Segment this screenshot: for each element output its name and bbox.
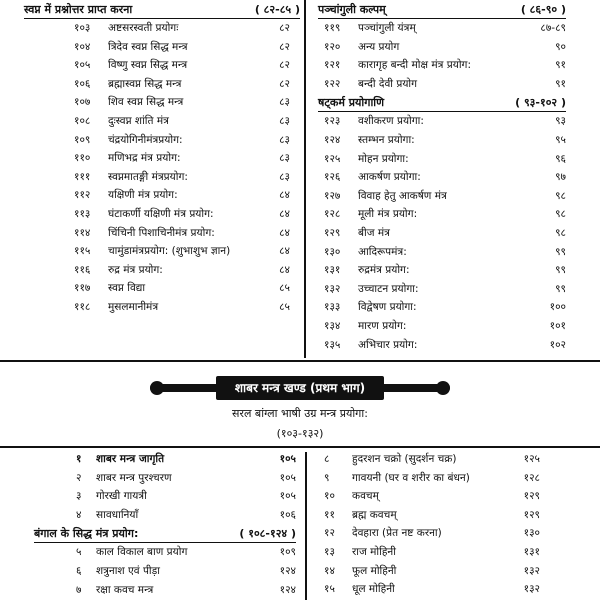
entry-number: १०४ (74, 40, 91, 53)
entry-page: १०० (549, 301, 566, 314)
entry-title: बीज मंत्र (358, 226, 390, 239)
entry-list (24, 19, 300, 317)
toc-entry (24, 56, 300, 75)
toc-entry (318, 168, 566, 187)
entry-title: अन्य प्रयोग (358, 40, 400, 53)
entry-page: १०९ (279, 546, 296, 559)
entry-page: १०६ (279, 508, 296, 521)
entry-page: ८४ (279, 189, 290, 202)
entry-title: चामुंडामंत्रप्रयोग: (शुभाशुभ ज्ञान) (108, 245, 231, 258)
chapter-banner (150, 374, 450, 404)
entry-title: कारागृह बन्दी मोक्ष मंत्र प्रयोग: (358, 59, 472, 72)
entry-number: १२१ (324, 59, 341, 72)
banner-end-cap (150, 381, 164, 395)
left-column (34, 450, 296, 599)
entry-page: ९८ (555, 226, 566, 239)
toc-entry (24, 168, 300, 187)
entry-number: १३० (324, 245, 341, 258)
section-range: ( ८६-९० ) (520, 3, 566, 16)
entry-page: ८३ (279, 133, 290, 146)
entry-title: गावयनी (घर व शरीर का बंधन) (352, 471, 470, 484)
entry-page: १२९ (523, 508, 540, 521)
toc-entry (318, 205, 566, 224)
entry-title: दुःस्वप्न शांति मंत्र (108, 114, 169, 127)
toc-entry (24, 205, 300, 224)
entry-page: ८४ (279, 226, 290, 239)
entry-number: १०६ (74, 77, 91, 90)
entry-number: १४ (324, 564, 335, 577)
entry-page: ९९ (555, 264, 566, 277)
entry-title: गोरखी गायत्री (96, 490, 147, 503)
section-range: ( १०८-१२४ ) (239, 527, 296, 541)
entry-number: १ (76, 453, 82, 465)
entry-title: यक्षिणी मंत्र प्रयोग: (108, 189, 178, 202)
entry-number: १०८ (74, 114, 91, 127)
toc-entry (320, 469, 540, 488)
toc-entry (24, 224, 300, 243)
entry-page: ८४ (279, 263, 290, 276)
toc-entry (320, 487, 540, 506)
toc-entry (318, 224, 566, 243)
toc-entry (24, 131, 300, 150)
entry-title: हुदरशन चक्रो (सुदर्शन चक्र) (352, 453, 457, 465)
entry-title: शाबर मन्त्र पुरश्चरण (96, 471, 172, 484)
toc-entry (24, 38, 300, 57)
column-divider (305, 452, 307, 600)
entry-number: २ (76, 471, 82, 484)
entry-page: ९५ (555, 133, 566, 146)
entry-number: १३३ (324, 301, 341, 314)
entry-page: ८२ (279, 22, 290, 34)
entry-title: अभिचार प्रयोग: (358, 338, 418, 351)
toc-entry (56, 450, 296, 469)
toc-entry (318, 131, 566, 150)
entry-title: मोहन प्रयोगा: (358, 152, 409, 165)
bottom-section (0, 450, 600, 600)
toc-entry (318, 280, 566, 299)
entry-page: ८४ (279, 245, 290, 258)
toc-entry (24, 186, 300, 205)
section-title: बंगाल के सिद्ध मंत्र प्रयोग: (34, 527, 139, 541)
entry-page: १३१ (523, 545, 540, 558)
entry-page: ८५ (279, 300, 290, 313)
entry-number: ७ (76, 583, 82, 596)
toc-entry (56, 506, 296, 525)
entry-page: १३२ (523, 564, 540, 577)
entry-page: ९८ (555, 208, 566, 221)
entry-number: १२ (324, 527, 335, 540)
toc-entry (24, 149, 300, 168)
entry-title: आकर्षण प्रयोगा: (358, 171, 421, 184)
entry-number: १५ (324, 583, 335, 596)
entry-page: १३२ (523, 583, 540, 596)
entry-number: ११५ (74, 245, 91, 258)
entry-page: ८५ (279, 282, 290, 295)
toc-entry (24, 261, 300, 280)
entry-title: धूल मोहिनी (352, 583, 395, 596)
toc-entry (24, 242, 300, 261)
entry-title: वशीकरण प्रयोगा: (358, 115, 424, 128)
entry-number: १३५ (324, 338, 341, 351)
entry-page: ८२ (279, 40, 290, 53)
toc-entry (320, 450, 540, 469)
entry-page: १०१ (549, 319, 566, 332)
toc-entry (56, 543, 296, 562)
entry-list (320, 450, 540, 599)
chapter-subtitle: सरल बांग्ला भाषी उग्र मन्त्र प्रयोगा: (232, 407, 368, 420)
entry-number: ११४ (74, 226, 91, 239)
entry-number: १२४ (324, 133, 341, 146)
entry-title: देवहारा (प्रेत नष्ट करना) (352, 527, 442, 540)
entry-title: विद्वेषण प्रयोगा: (358, 301, 417, 314)
entry-number: १३२ (324, 282, 341, 295)
toc-entry (320, 524, 540, 543)
entry-page: ९८ (555, 189, 566, 202)
entry-list (56, 543, 296, 599)
toc-entry (318, 187, 566, 206)
entry-title: रुद्रमंत्र प्रयोग: (358, 264, 410, 277)
toc-entry (24, 298, 300, 317)
toc-entry (318, 56, 566, 75)
entry-title: अष्टसरस्वती प्रयोगः (108, 22, 179, 34)
section-range: ( ८२-८५ ) (254, 3, 300, 16)
section-heading (24, 0, 300, 19)
entry-page: ८३ (279, 170, 290, 183)
entry-number: ११ (324, 508, 335, 521)
entry-number: ११० (74, 152, 91, 165)
toc-entry (320, 580, 540, 599)
entry-title: फूल मोहिनी (352, 564, 397, 577)
toc-entry (24, 279, 300, 298)
entry-page: ८३ (279, 96, 290, 109)
entry-page: ९० (555, 40, 566, 53)
entry-title: मारण प्रयोग: (358, 319, 407, 332)
right-column (320, 450, 540, 599)
entry-title: स्वप्नमातङ्गी मंत्रप्रयोग: (108, 170, 188, 183)
entry-title: रुद्र मंत्र प्रयोग: (108, 263, 163, 276)
entry-number: १२७ (324, 189, 341, 202)
entry-title: चंद्रयोगिनीमंत्रप्रयोग: (108, 133, 183, 146)
entry-title: बन्दी देवी प्रयोग (358, 77, 418, 90)
entry-number: ११७ (74, 282, 91, 295)
toc-entry (56, 581, 296, 600)
section-separator (0, 360, 600, 362)
entry-page: ८३ (279, 114, 290, 127)
toc-entry (320, 506, 540, 525)
entry-number: १०७ (74, 96, 91, 109)
toc-entry (318, 112, 566, 131)
section-heading (34, 524, 296, 543)
toc-entry (56, 487, 296, 506)
entry-page: ९९ (555, 282, 566, 295)
entry-page: ९७ (555, 171, 566, 184)
entry-list (318, 112, 566, 354)
entry-page: ८३ (279, 152, 290, 165)
entry-number: १२० (324, 40, 341, 53)
entry-page: ९१ (555, 77, 566, 90)
entry-list (318, 19, 566, 93)
entry-title: त्रिदेव स्वप्न सिद्ध मन्त्र (108, 40, 188, 53)
entry-page: ९३ (555, 115, 566, 128)
entry-page: ९६ (555, 152, 566, 165)
toc-entry (24, 19, 300, 38)
toc-entry (318, 75, 566, 94)
entry-title: ब्रह्मास्वप्न सिद्ध मन्त्र (108, 77, 182, 90)
entry-title: कवचम् (352, 490, 379, 503)
entry-page: १३० (523, 527, 540, 540)
entry-page: १०५ (279, 471, 296, 484)
entry-number: १२३ (324, 115, 341, 128)
entry-number: ११३ (74, 207, 91, 220)
entry-page: ८२ (279, 59, 290, 72)
entry-number: ११६ (74, 263, 91, 276)
entry-number: ११२ (74, 189, 91, 202)
toc-entry (24, 75, 300, 94)
entry-title: पञ्चांगुली यंत्रम् (358, 22, 416, 34)
entry-page: १०५ (279, 490, 296, 503)
toc-entry (318, 336, 566, 355)
toc-entry (318, 38, 566, 57)
entry-title: घंटाकर्णी यक्षिणी मंत्र प्रयोग: (108, 207, 214, 220)
entry-number: १२२ (324, 77, 341, 90)
chapter-page-range: (१०३-१३२) (276, 427, 324, 440)
entry-number: १२८ (324, 208, 341, 221)
entry-number: १११ (74, 170, 91, 183)
entry-number: ३ (76, 490, 82, 503)
entry-title: स्तम्भन प्रयोगा: (358, 133, 415, 146)
entry-title: सावधानियाँ (96, 508, 139, 521)
entry-number: १२५ (324, 152, 341, 165)
entry-title: मणिभद्र मंत्र प्रयोग: (108, 152, 181, 165)
entry-number: १०५ (74, 59, 91, 72)
entry-title: मुसलमानीमंत्र (108, 300, 159, 313)
entry-title: उच्चाटन प्रयोगा: (358, 282, 419, 295)
toc-entry (318, 150, 566, 169)
banner-end-cap (436, 381, 450, 395)
entry-number: ५ (76, 546, 82, 559)
toc-entry (318, 317, 566, 336)
section-title: पञ्चांगुली कल्पम् (318, 3, 386, 16)
entry-number: १३ (324, 545, 335, 558)
entry-page: १२८ (523, 471, 540, 484)
entry-title: मूली मंत्र प्रयोग: (358, 208, 418, 221)
entry-number: १०९ (74, 133, 91, 146)
entry-number: ६ (76, 564, 82, 577)
entry-title: स्वप्न विद्या (108, 282, 146, 295)
entry-title: शिव स्वप्न सिद्ध मन्त्र (108, 96, 184, 109)
entry-number: ११८ (74, 300, 91, 313)
section-title: स्वप्न में प्रश्नोत्तर प्राप्त करना (24, 3, 133, 16)
entry-title: शत्रुनाश एवं पीड़ा (96, 564, 160, 577)
column-divider (304, 0, 306, 358)
toc-entry (320, 562, 540, 581)
entry-page: १०५ (279, 453, 296, 465)
entry-page: १२४ (279, 564, 296, 577)
toc-entry (318, 298, 566, 317)
toc-entry (318, 243, 566, 262)
entry-title: आदिरूपमंत्र: (358, 245, 407, 258)
toc-entry (56, 562, 296, 581)
toc-entry (320, 543, 540, 562)
entry-title: काल विकाल बाण प्रयोग (96, 546, 188, 559)
section-range: ( ९३-१०२ ) (515, 96, 566, 110)
entry-page: ८७-८९ (540, 22, 566, 34)
toc-entry (24, 93, 300, 112)
entry-number: ४ (76, 508, 82, 521)
entry-number: १० (324, 490, 335, 503)
entry-number: १०३ (74, 22, 91, 34)
entry-list (56, 450, 296, 524)
toc-entry (318, 19, 566, 38)
section-separator (0, 446, 600, 448)
section-heading (318, 0, 566, 19)
entry-number: ९ (324, 471, 330, 484)
entry-number: ११९ (324, 22, 341, 34)
banner-title: शाबर मन्त्र खण्ड (प्रथम भाग) (216, 376, 384, 400)
entry-title: विष्णु स्वप्न सिद्ध मन्त्र (108, 59, 188, 72)
entry-page: १२५ (523, 453, 540, 465)
entry-page: ८२ (279, 77, 290, 90)
toc-entry (24, 112, 300, 131)
left-column (24, 0, 300, 317)
entry-number: १२९ (324, 226, 341, 239)
entry-title: रक्षा कवच मन्त्र (96, 583, 154, 596)
right-column (318, 0, 566, 354)
toc-entry (56, 469, 296, 488)
entry-page: ८४ (279, 207, 290, 220)
entry-page: १०२ (549, 338, 566, 351)
entry-number: ८ (324, 453, 330, 465)
section-heading (318, 93, 566, 112)
entry-page: १२९ (523, 490, 540, 503)
toc-entry (318, 261, 566, 280)
entry-title: शाबर मन्त्र जागृति (96, 453, 165, 465)
entry-title: ब्रह्म कवचम् (352, 508, 397, 521)
entry-title: राज मोहिनी (352, 545, 396, 558)
entry-page: ९१ (555, 59, 566, 72)
entry-number: १३१ (324, 264, 341, 277)
entry-title: चिंचिनी पिशाचिनीमंत्र प्रयोग: (108, 226, 215, 239)
entry-title: विवाह हेतु आकर्षण मंत्र (358, 189, 447, 202)
section-title: षट्कर्म प्रयोगाणि (318, 96, 385, 110)
entry-number: १३४ (324, 319, 341, 332)
entry-page: ९९ (555, 245, 566, 258)
entry-number: १२६ (324, 171, 341, 184)
entry-page: १२४ (279, 583, 296, 596)
